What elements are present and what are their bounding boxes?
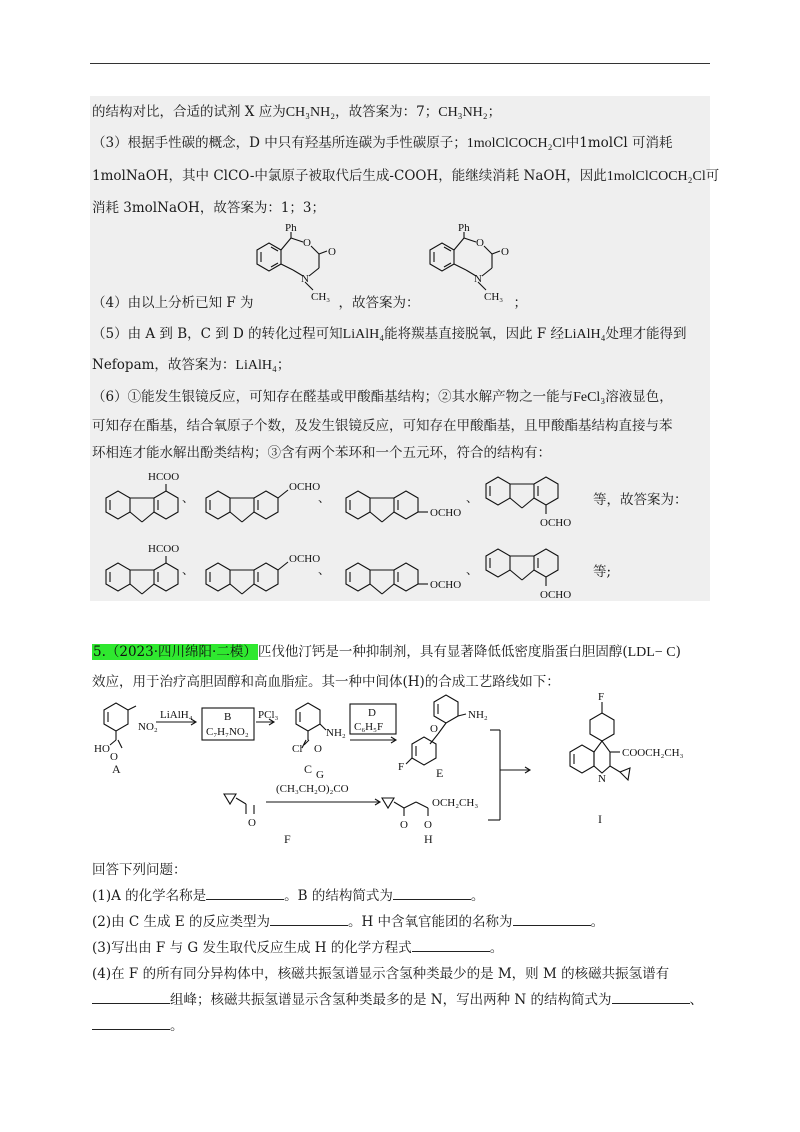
question-source-tag: 5.（2023·四川绵阳·二模） bbox=[93, 644, 257, 660]
n-label: N bbox=[474, 273, 482, 285]
g-formula: (CH₃CH₂O)₂CO bbox=[276, 783, 349, 795]
answer-blank[interactable] bbox=[92, 991, 170, 1004]
o-label: O bbox=[400, 819, 408, 831]
answer-blank[interactable] bbox=[393, 887, 471, 900]
o-label: O bbox=[248, 817, 256, 829]
question-5-line-2: 效应，用于治疗高胆固醇和高血脂症。其一种中间体(H)的合成工艺路线如下： bbox=[92, 674, 560, 690]
ocho-label: OCHO bbox=[540, 517, 572, 529]
question-4-line-3: 。 bbox=[92, 1014, 184, 1034]
n-atom-label: N bbox=[598, 773, 606, 785]
answer-line-8: （6）①能发生银镜反应，可知存在醛基或甲酸酯基结构；②其水解产物之一能与FeCl₃溶液显色， bbox=[92, 389, 673, 405]
b-label: B bbox=[224, 711, 232, 723]
separator: 、 bbox=[182, 563, 195, 577]
nh2-label: NH₂ bbox=[326, 727, 346, 739]
b-formula: C₇H₇NO₂ bbox=[206, 726, 249, 738]
f-atom-label: F bbox=[598, 691, 605, 703]
answer-blank[interactable] bbox=[612, 991, 690, 1004]
question-4-line-2: 组峰；核磁共振氢谱显示含氢种类最多的是 N，写出两种 N 的结构简式为 、 bbox=[92, 988, 703, 1008]
separator: 、 bbox=[318, 491, 331, 505]
question-3: (3)写出由 F 与 G 发生取代反应生成 H 的化学方程式 。 bbox=[92, 940, 504, 956]
answer-line-9: 可知存在酯基，结合氧原子个数，及发生银镜反应，可知存在甲酸酯基，且甲酸酯基结构直接与苯 bbox=[92, 418, 673, 434]
o-label: O bbox=[303, 237, 311, 249]
o-label: O bbox=[476, 237, 484, 249]
question-5-line-1: 5.（2023·四川绵阳·二模）匹伐他汀钙是一种抑制剂，具有显著降低低密度脂蛋白胆固醇(LDL− C) bbox=[93, 644, 681, 660]
answer-line-4: 消耗 3molNaOH，故答案为：1；3； bbox=[92, 200, 326, 216]
o-label: O bbox=[430, 723, 438, 735]
answer-intro: 回答下列问题： bbox=[92, 862, 187, 878]
isomer-structures bbox=[92, 460, 712, 600]
compound-label-i: I bbox=[598, 812, 602, 826]
f-atom-label: F bbox=[398, 761, 405, 773]
o-label: O bbox=[424, 819, 432, 831]
answer-blank[interactable] bbox=[513, 913, 591, 926]
hcoo-label: HCOO bbox=[148, 543, 180, 555]
nh2-label: NH₂ bbox=[468, 709, 488, 721]
cl-label: Cl bbox=[292, 743, 303, 755]
ocho-label: OCHO bbox=[289, 553, 321, 565]
answer-blank[interactable] bbox=[206, 887, 284, 900]
answer-blank[interactable] bbox=[92, 1017, 170, 1030]
header-rule bbox=[90, 63, 710, 64]
cooch2ch3-label: COOCH₂CH₃ bbox=[622, 747, 684, 759]
o-label: O bbox=[328, 246, 336, 258]
compound-label-h: H bbox=[424, 832, 433, 846]
ch3-label: CH₃ bbox=[484, 291, 504, 303]
ph-label: Ph bbox=[458, 222, 470, 234]
row2-end-text: 等; bbox=[593, 564, 612, 580]
hcoo-label: HCOO bbox=[148, 471, 180, 483]
answer-line-2: （3）根据手性碳的概念，D 中只有羟基所连碳为手性碳原子；1molClCOCH₂Cl中1molCl 可消耗 bbox=[92, 135, 673, 151]
question-2: (2)由 C 生成 E 的反应类型为 。H 中含氧官能团的名称为 。 bbox=[92, 914, 605, 930]
answer-line-3: 1molNaOH，其中 ClCO-中氯原子被取代后生成-COOH，能继续消耗 NaOH，因此1molClCOCH₂Cl可 bbox=[92, 168, 720, 184]
no2-label: NO₂ bbox=[138, 721, 158, 733]
ocho-label: OCHO bbox=[289, 481, 321, 493]
compound-label-a: A bbox=[112, 762, 121, 776]
answer-line-5: （4）由以上分析已知 F 为 ，故答案为： ； bbox=[92, 295, 528, 311]
ph-label: Ph bbox=[285, 222, 297, 234]
compound-label-f: F bbox=[284, 832, 291, 846]
question-1: (1)A 的化学名称是 。B 的结构简式为 。 bbox=[92, 888, 485, 904]
o-label: O bbox=[501, 246, 509, 258]
answer-line-10: 环相连才能水解出酚类结构；③含有两个苯环和一个五元环，符合的结构有： bbox=[92, 445, 551, 461]
separator: 、 bbox=[182, 491, 195, 505]
separator: 、 bbox=[466, 491, 479, 505]
answer-line-6: （5）由 A 到 B，C 到 D 的转化过程可知LiAlH₄能将羰基直接脱氧，因此 F 经LiAlH₄处理才能得到 bbox=[92, 326, 687, 342]
compound-label-c: C bbox=[304, 762, 313, 776]
answer-blank[interactable] bbox=[412, 939, 490, 952]
synthesis-scheme bbox=[90, 690, 710, 850]
reagent-lialh4: LiAlH₄ bbox=[160, 709, 193, 721]
compound-label-e: E bbox=[436, 766, 444, 780]
d-label: D bbox=[368, 707, 376, 719]
och2ch3-label: OCH₂CH₃ bbox=[432, 797, 479, 809]
o-label: O bbox=[110, 751, 118, 763]
o-label: O bbox=[314, 743, 322, 755]
ocho-label: OCHO bbox=[430, 579, 462, 591]
question-4-line-1: (4)在 F 的所有同分异构体中，核磁共振氢谱显示含氢种类最少的是 M，则 M 的核磁共振氢谱有 bbox=[92, 966, 670, 982]
reagent-pcl3: PCl₃ bbox=[258, 709, 279, 721]
row1-end-text: 等，故答案为： bbox=[593, 492, 688, 508]
separator: 、 bbox=[466, 563, 479, 577]
ch3-label: CH₃ bbox=[311, 291, 331, 303]
n-label: N bbox=[301, 273, 309, 285]
g-label: G bbox=[316, 769, 324, 781]
ho-label: HO bbox=[94, 743, 110, 755]
answer-line-1: 的结构对比，合适的试剂 X 应为CH₃NH₂，故答案为：7；CH₃NH₂； bbox=[92, 104, 502, 120]
ocho-label: OCHO bbox=[430, 507, 462, 519]
ocho-label: OCHO bbox=[540, 589, 572, 600]
d-formula: C₆H₅F bbox=[354, 721, 384, 733]
separator: 、 bbox=[318, 563, 331, 577]
answer-line-7: Nefopam，故答案为：LiAlH₄； bbox=[92, 357, 291, 373]
answer-blank[interactable] bbox=[270, 913, 348, 926]
